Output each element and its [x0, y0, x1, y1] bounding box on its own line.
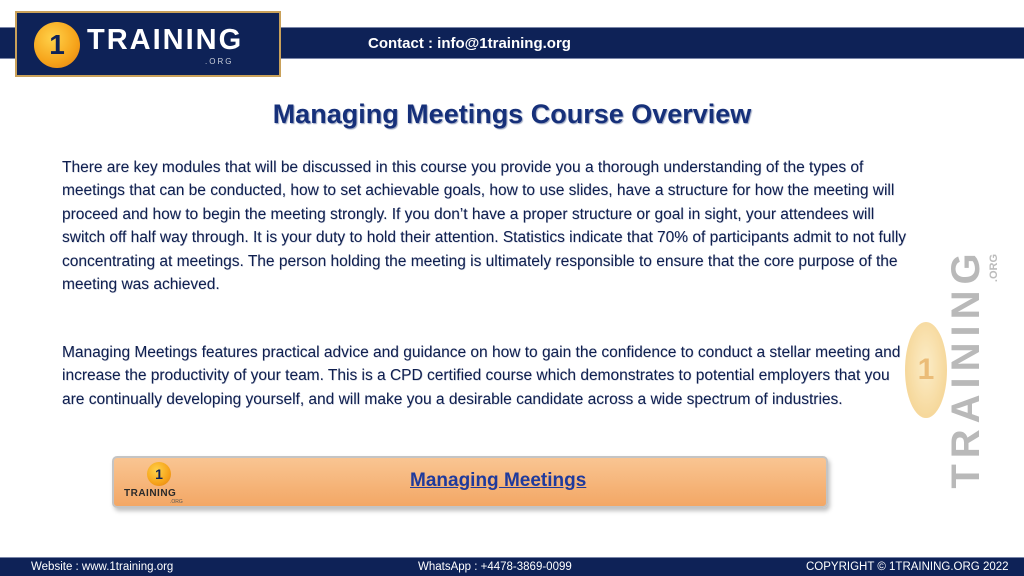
- course-logo-word: TRAINING: [124, 488, 177, 499]
- course-logo-mark: 1: [147, 462, 171, 486]
- logo-word: TRAINING: [87, 24, 244, 56]
- course-link-button[interactable]: [112, 456, 828, 508]
- watermark-suffix: .ORG: [988, 253, 1000, 283]
- footer-bar: [0, 557, 1024, 576]
- watermark-logo-mark: 1: [905, 322, 947, 418]
- footer-copyright: COPYRIGHT © 1TRAINING.ORG 2022: [806, 561, 1009, 573]
- logo[interactable]: [15, 11, 281, 77]
- footer-website[interactable]: Website : www.1training.org: [31, 561, 174, 573]
- page-title: Managing Meetings Course Overview: [272, 99, 752, 129]
- contact-email[interactable]: Contact : info@1training.org: [368, 35, 571, 52]
- overview-paragraph-1: There are key modules that will be discussed in this course you provide you a thorough understanding of the types of meetings that can be conducted, how to set achievable goals, how to use slides, have a structure for how the meeting will proceed and how to begin the meeting strongly. If you don’t have a proper structure or goal in sight, your attendees will switch off half way through. It is your duty to hold their attention. Statistics indicate that 70% of participants admit to not fully concentrating at meetings. The person holding the meeting is ultimately responsible to ensure that the core purpose of the meeting was achieved.: [62, 159, 907, 294]
- course-link[interactable]: Managing Meetings: [410, 470, 587, 491]
- overview-paragraph-2: Managing Meetings features practical advice and guidance on how to gain the confidence to conduct a stellar meeting and increase the productivity of your team. This is a CPD certified course which demonstrates to potential employers that you are continually developing yourself, and will make you a desirable candidate across a wide spectrum of industries.: [62, 344, 901, 408]
- logo-suffix: .ORG: [205, 57, 234, 66]
- watermark-word: TRAINING: [944, 247, 988, 489]
- logo-mark: 1: [34, 22, 80, 68]
- course-logo-suffix: .ORG: [170, 499, 183, 505]
- footer-whatsapp[interactable]: WhatsApp : +4478-3869-0099: [418, 561, 572, 573]
